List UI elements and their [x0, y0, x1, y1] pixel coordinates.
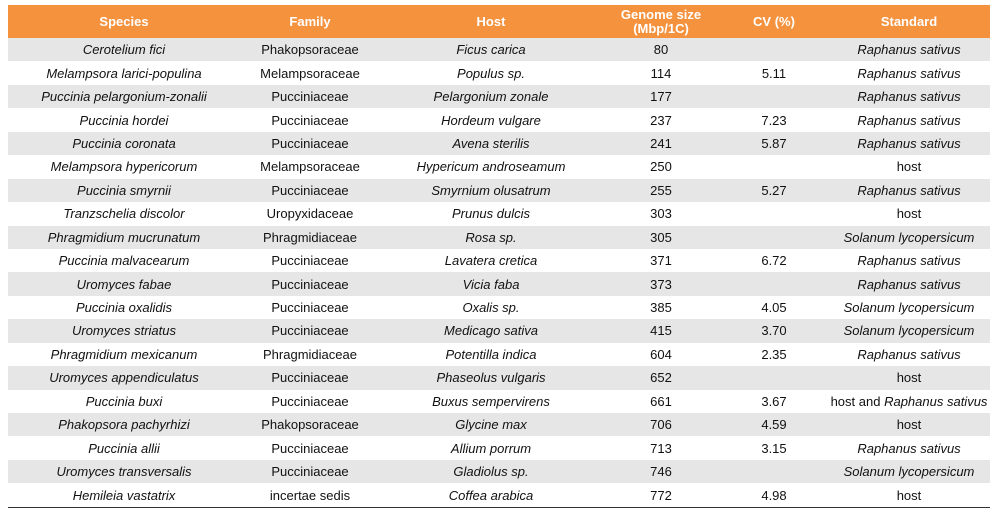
cell-genome-size: 303: [602, 202, 720, 225]
standard-value: Solanum lycopersicum: [843, 229, 975, 245]
table-row: [8, 436, 990, 459]
header-genome-size-line2: (Mbp/1C): [633, 20, 689, 36]
cell-host: Coffea arabica: [380, 483, 602, 507]
cell-species: Melampsora hypericorum: [8, 155, 240, 178]
standard-value: Raphanus sativus: [857, 65, 961, 81]
cell-family: Pucciniaceae: [240, 296, 380, 319]
standard-value: Raphanus sativus: [857, 112, 961, 128]
cell-cv: 7.23: [720, 108, 828, 131]
table-row: [8, 38, 990, 61]
cell-cv: [720, 460, 828, 483]
cell-species: Puccinia pelargonium-zonalii: [8, 85, 240, 108]
cell-family: Pucciniaceae: [240, 319, 380, 342]
standard-value: host: [896, 159, 922, 175]
cell-cv: 4.98: [720, 483, 828, 507]
table-row: [8, 319, 990, 342]
cell-host: Smyrnium olusatrum: [380, 179, 602, 202]
standard-value: Solanum lycopersicum: [843, 323, 975, 339]
cell-genome-size: 177: [602, 85, 720, 108]
table-row: [8, 249, 990, 272]
cell-standard: [828, 108, 990, 131]
cell-species: Uromyces fabae: [8, 272, 240, 295]
cell-family: incertae sedis: [240, 483, 380, 507]
standard-value: Raphanus sativus: [857, 42, 961, 58]
cell-cv: [720, 226, 828, 249]
cell-genome-size: 772: [602, 483, 720, 507]
cell-family: Phragmidiaceae: [240, 226, 380, 249]
cell-host: Allium porrum: [380, 436, 602, 459]
cell-host: Pelargonium zonale: [380, 85, 602, 108]
standard-value: Raphanus sativus: [884, 393, 988, 409]
cell-cv: [720, 366, 828, 389]
cell-standard: [828, 132, 990, 155]
cell-cv: 5.87: [720, 132, 828, 155]
standard-value: host: [896, 370, 922, 386]
cell-species: Uromyces striatus: [8, 319, 240, 342]
table-row: [8, 460, 990, 483]
cell-host: Buxus sempervirens: [380, 390, 602, 413]
cell-standard: [828, 202, 990, 225]
cell-host: Prunus dulcis: [380, 202, 602, 225]
cell-standard: [828, 272, 990, 295]
table-row: [8, 155, 990, 178]
cell-family: Pucciniaceae: [240, 366, 380, 389]
header-species: Species: [8, 5, 240, 38]
header-standard: Standard: [828, 5, 990, 38]
cell-standard: [828, 155, 990, 178]
cell-family: Phakopsoraceae: [240, 413, 380, 436]
cell-species: Puccinia buxi: [8, 390, 240, 413]
header-family: Family: [240, 5, 380, 38]
cell-host: Avena sterilis: [380, 132, 602, 155]
cell-genome-size: 385: [602, 296, 720, 319]
cell-genome-size: 237: [602, 108, 720, 131]
table-row: [8, 483, 990, 507]
cell-genome-size: 706: [602, 413, 720, 436]
cell-host: Rosa sp.: [380, 226, 602, 249]
standard-value: Raphanus sativus: [857, 276, 961, 292]
cell-family: Melampsoraceae: [240, 155, 380, 178]
cell-host: Hypericum androseamum: [380, 155, 602, 178]
cell-standard: [828, 226, 990, 249]
cell-host: Phaseolus vulgaris: [380, 366, 602, 389]
cell-host: Hordeum vulgare: [380, 108, 602, 131]
table-row: [8, 296, 990, 319]
cell-standard: [828, 249, 990, 272]
cell-standard: [828, 436, 990, 459]
cell-species: Puccinia allii: [8, 436, 240, 459]
cell-host: Populus sp.: [380, 61, 602, 84]
cell-family: Pucciniaceae: [240, 179, 380, 202]
table-header: [8, 5, 990, 38]
cell-cv: 5.11: [720, 61, 828, 84]
table-row: [8, 85, 990, 108]
cell-cv: [720, 155, 828, 178]
cell-cv: 4.59: [720, 413, 828, 436]
header-row: [8, 5, 990, 38]
cell-species: Puccinia smyrnii: [8, 179, 240, 202]
standard-value: Raphanus sativus: [857, 182, 961, 198]
table-row: [8, 272, 990, 295]
table-row: [8, 390, 990, 413]
cell-standard: [828, 483, 990, 507]
genome-size-table: [8, 5, 990, 508]
standard-prefix: host and: [830, 393, 885, 409]
cell-cv: [720, 272, 828, 295]
cell-family: Pucciniaceae: [240, 249, 380, 272]
cell-host: Potentilla indica: [380, 343, 602, 366]
cell-species: Melampsora larici-populina: [8, 61, 240, 84]
cell-standard: [828, 390, 990, 413]
cell-standard: [828, 38, 990, 61]
header-genome-size-line1: Genome size: [620, 6, 702, 22]
cell-cv: 6.72: [720, 249, 828, 272]
cell-family: Pucciniaceae: [240, 460, 380, 483]
cell-genome-size: 250: [602, 155, 720, 178]
cell-genome-size: 371: [602, 249, 720, 272]
cell-species: Phragmidium mucrunatum: [8, 226, 240, 249]
cell-cv: [720, 85, 828, 108]
cell-genome-size: 604: [602, 343, 720, 366]
cell-cv: 3.15: [720, 436, 828, 459]
cell-cv: 4.05: [720, 296, 828, 319]
standard-value: Raphanus sativus: [857, 89, 961, 105]
cell-genome-size: 114: [602, 61, 720, 84]
cell-family: Phragmidiaceae: [240, 343, 380, 366]
cell-family: Pucciniaceae: [240, 108, 380, 131]
cell-cv: 3.67: [720, 390, 828, 413]
cell-species: Puccinia oxalidis: [8, 296, 240, 319]
cell-standard: [828, 366, 990, 389]
cell-family: Pucciniaceae: [240, 436, 380, 459]
cell-genome-size: 241: [602, 132, 720, 155]
cell-standard: [828, 85, 990, 108]
standard-value: Raphanus sativus: [857, 346, 961, 362]
header-cv: CV (%): [720, 5, 828, 38]
cell-standard: [828, 319, 990, 342]
cell-family: Melampsoraceae: [240, 61, 380, 84]
cell-species: Tranzschelia discolor: [8, 202, 240, 225]
cell-species: Puccinia hordei: [8, 108, 240, 131]
table-row: [8, 61, 990, 84]
cell-species: Puccinia coronata: [8, 132, 240, 155]
cell-cv: [720, 38, 828, 61]
table-row: [8, 343, 990, 366]
genome-size-table-container: [8, 5, 990, 508]
cell-host: Glycine max: [380, 413, 602, 436]
cell-genome-size: 661: [602, 390, 720, 413]
cell-cv: 3.70: [720, 319, 828, 342]
table-row: [8, 108, 990, 131]
cell-genome-size: 652: [602, 366, 720, 389]
cell-species: Uromyces transversalis: [8, 460, 240, 483]
standard-value: Raphanus sativus: [857, 440, 961, 456]
cell-family: Pucciniaceae: [240, 85, 380, 108]
cell-species: Uromyces appendiculatus: [8, 366, 240, 389]
cell-host: Medicago sativa: [380, 319, 602, 342]
cell-genome-size: 713: [602, 436, 720, 459]
standard-value: host: [896, 487, 922, 503]
table-row: [8, 132, 990, 155]
cell-cv: [720, 202, 828, 225]
standard-value: Solanum lycopersicum: [843, 300, 975, 316]
cell-standard: [828, 179, 990, 202]
cell-host: Vicia faba: [380, 272, 602, 295]
table-row: [8, 179, 990, 202]
cell-family: Pucciniaceae: [240, 390, 380, 413]
cell-species: Phragmidium mexicanum: [8, 343, 240, 366]
cell-genome-size: 373: [602, 272, 720, 295]
table-body: [8, 38, 990, 507]
header-host: Host: [380, 5, 602, 38]
cell-standard: [828, 343, 990, 366]
table-row: [8, 202, 990, 225]
cell-host: Oxalis sp.: [380, 296, 602, 319]
standard-value: Raphanus sativus: [857, 135, 961, 151]
cell-host: Lavatera cretica: [380, 249, 602, 272]
cell-species: Cerotelium fici: [8, 38, 240, 61]
cell-family: Phakopsoraceae: [240, 38, 380, 61]
cell-standard: [828, 296, 990, 319]
cell-genome-size: 746: [602, 460, 720, 483]
cell-family: Pucciniaceae: [240, 272, 380, 295]
standard-value: host: [896, 417, 922, 433]
cell-species: Hemileia vastatrix: [8, 483, 240, 507]
cell-standard: [828, 61, 990, 84]
cell-species: Puccinia malvacearum: [8, 249, 240, 272]
standard-value: Raphanus sativus: [857, 253, 961, 269]
table-row: [8, 226, 990, 249]
header-genome-size: [602, 5, 720, 38]
cell-host: Gladiolus sp.: [380, 460, 602, 483]
standard-value: host: [896, 206, 922, 222]
cell-genome-size: 80: [602, 38, 720, 61]
cell-family: Uropyxidaceae: [240, 202, 380, 225]
cell-host: Ficus carica: [380, 38, 602, 61]
cell-genome-size: 255: [602, 179, 720, 202]
cell-genome-size: 305: [602, 226, 720, 249]
table-row: [8, 413, 990, 436]
cell-cv: 5.27: [720, 179, 828, 202]
cell-family: Pucciniaceae: [240, 132, 380, 155]
cell-cv: 2.35: [720, 343, 828, 366]
cell-standard: [828, 413, 990, 436]
table-row: [8, 366, 990, 389]
standard-value: Solanum lycopersicum: [843, 464, 975, 480]
cell-species: Phakopsora pachyrhizi: [8, 413, 240, 436]
cell-standard: [828, 460, 990, 483]
cell-genome-size: 415: [602, 319, 720, 342]
